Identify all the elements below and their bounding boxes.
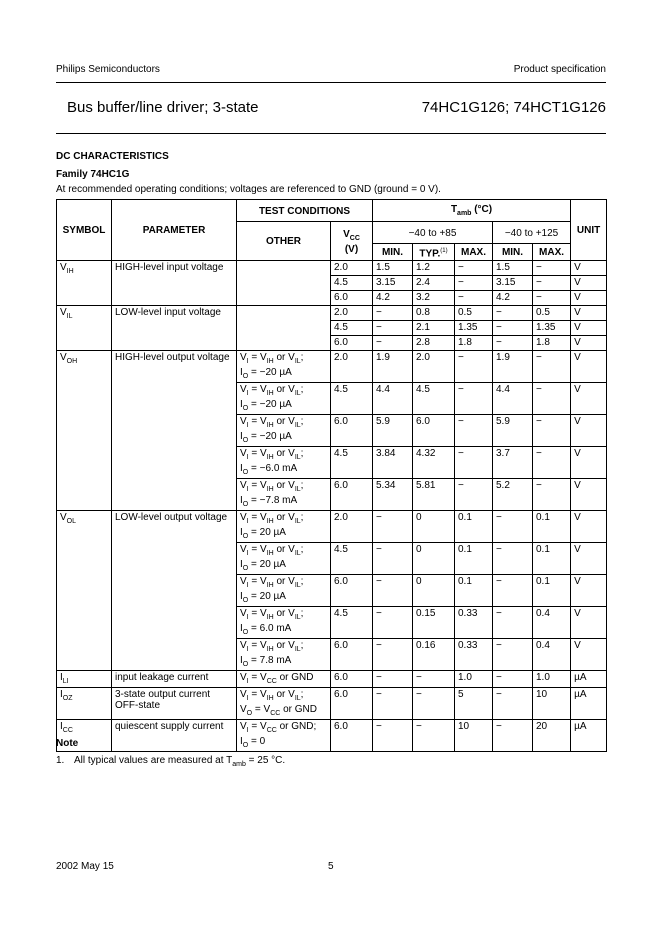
table-row bbox=[57, 351, 607, 383]
vcc-cell: 6.0 bbox=[331, 479, 373, 511]
max125-cell: 0.5 bbox=[533, 306, 571, 321]
family-heading: Family 74HC1G bbox=[56, 169, 130, 180]
company-name: Philips Semiconductors bbox=[56, 64, 160, 75]
max125-cell: − bbox=[533, 383, 571, 415]
other-cell: $V_I = V_{IH}$ or $V_{IL}$; $I_O = 7.8$ mA bbox=[237, 639, 331, 671]
max125-cell: 0.4 bbox=[533, 607, 571, 639]
unit-cell: V bbox=[571, 336, 607, 351]
max125-cell: − bbox=[533, 291, 571, 306]
vcc-unit: (V) bbox=[344, 243, 359, 255]
other-cell: $V_I = V_{IH}$ or $V_{IL}$; $V_O = V_{CC}$ or GND bbox=[237, 688, 331, 720]
min-cell: 5.34 bbox=[373, 479, 413, 511]
max-cell: − bbox=[455, 479, 493, 511]
unit-cell: V bbox=[571, 447, 607, 479]
max125-cell: − bbox=[533, 479, 571, 511]
vcc-cell: 4.5 bbox=[331, 447, 373, 479]
min-cell: 3.84 bbox=[373, 447, 413, 479]
max-cell: 10 bbox=[455, 720, 493, 752]
io-value: = −20 µA bbox=[251, 367, 292, 378]
min-cell: − bbox=[373, 543, 413, 575]
typ-cell: 2.1 bbox=[413, 321, 455, 336]
max-header-125: MAX. bbox=[533, 244, 571, 261]
vcc-cell: 6.0 bbox=[331, 671, 373, 688]
symbol-cell: $V_{OL}$ bbox=[57, 511, 112, 671]
document-type: Product specification bbox=[513, 64, 606, 75]
unit-cell: V bbox=[571, 351, 607, 383]
io-value: = 20 µA bbox=[251, 591, 286, 602]
typ-cell: 4.5 bbox=[413, 383, 455, 415]
typ-cell: 2.0 bbox=[413, 351, 455, 383]
min-cell: − bbox=[373, 511, 413, 543]
max-cell: − bbox=[455, 383, 493, 415]
max-cell: 1.35 bbox=[455, 321, 493, 336]
typ-cell: 0 bbox=[413, 511, 455, 543]
note-text bbox=[74, 755, 285, 768]
vcc-cell: 4.5 bbox=[331, 321, 373, 336]
parameter-cell: LOW-level output voltage bbox=[112, 511, 237, 671]
unit-header: UNIT bbox=[571, 200, 607, 261]
symbol-subscript: OZ bbox=[62, 695, 73, 702]
min125-cell: 3.15 bbox=[493, 276, 533, 291]
io-value: = 6.0 mA bbox=[251, 623, 292, 634]
note-ref: (1) bbox=[440, 247, 448, 254]
unit-cell: V bbox=[571, 479, 607, 511]
unit-cell: µA bbox=[571, 671, 607, 688]
max125-cell: − bbox=[533, 415, 571, 447]
table-row bbox=[57, 306, 607, 321]
max-cell: − bbox=[455, 415, 493, 447]
min-cell: − bbox=[373, 336, 413, 351]
min-cell: − bbox=[373, 639, 413, 671]
min-cell: 3.15 bbox=[373, 276, 413, 291]
io-value: = 7.8 mA bbox=[251, 655, 292, 666]
typ-label: TYP. bbox=[419, 248, 441, 260]
unit-cell: V bbox=[571, 511, 607, 543]
min-header-125: MIN. bbox=[493, 244, 533, 261]
typ-cell: 6.0 bbox=[413, 415, 455, 447]
min125-cell: − bbox=[493, 639, 533, 671]
table-row bbox=[57, 511, 607, 543]
other-cell bbox=[237, 261, 331, 306]
other-cell: $V_I = V_{CC}$ or GND bbox=[237, 671, 331, 688]
io-value: = −20 µA bbox=[251, 431, 292, 442]
vcc-cell: 6.0 bbox=[331, 336, 373, 351]
typ-cell: 3.2 bbox=[413, 291, 455, 306]
note-text-end: = 25 °C. bbox=[245, 755, 286, 766]
vcc-cell: 6.0 bbox=[331, 639, 373, 671]
max125-cell: − bbox=[533, 351, 571, 383]
vcc-cell: 2.0 bbox=[331, 261, 373, 276]
max-cell: 0.33 bbox=[455, 607, 493, 639]
symbol-subscript: IH bbox=[66, 268, 74, 275]
min125-cell: − bbox=[493, 671, 533, 688]
max-cell: 1.8 bbox=[455, 336, 493, 351]
typ-cell: 0.16 bbox=[413, 639, 455, 671]
typ-cell: 0 bbox=[413, 543, 455, 575]
min-cell: − bbox=[373, 306, 413, 321]
min125-cell: 5.9 bbox=[493, 415, 533, 447]
note-text-subscript: amb bbox=[232, 761, 246, 768]
typ-header bbox=[413, 244, 455, 261]
min-cell: − bbox=[373, 688, 413, 720]
min125-cell: − bbox=[493, 306, 533, 321]
min-cell: 1.5 bbox=[373, 261, 413, 276]
min125-cell: 4.4 bbox=[493, 383, 533, 415]
max125-cell: 1.8 bbox=[533, 336, 571, 351]
vcc-cell: 2.0 bbox=[331, 351, 373, 383]
symbol-header: SYMBOL bbox=[57, 200, 112, 261]
max-header: MAX. bbox=[455, 244, 493, 261]
test-conditions-header: TEST CONDITIONS bbox=[237, 200, 373, 222]
min-cell: − bbox=[373, 607, 413, 639]
unit-cell: µA bbox=[571, 720, 607, 752]
unit-cell: V bbox=[571, 383, 607, 415]
typ-cell: 0 bbox=[413, 575, 455, 607]
conditions-description: At recommended operating conditions; voltages are referenced to GND (ground = 0 V). bbox=[56, 184, 441, 195]
io-value: = −20 µA bbox=[251, 399, 292, 410]
max-cell: − bbox=[455, 447, 493, 479]
typ-cell: 2.4 bbox=[413, 276, 455, 291]
max125-cell: − bbox=[533, 261, 571, 276]
part-numbers: 74HC1G126; 74HCT1G126 bbox=[421, 99, 606, 116]
symbol-cell: $I_{LI}$ bbox=[57, 671, 112, 688]
vcc-cell: 6.0 bbox=[331, 688, 373, 720]
max125-cell: 20 bbox=[533, 720, 571, 752]
typ-cell: − bbox=[413, 688, 455, 720]
note-heading: Note bbox=[56, 738, 79, 749]
unit-cell: V bbox=[571, 306, 607, 321]
parameter-cell: quiescent supply current bbox=[112, 720, 237, 752]
symbol-subscript: OL bbox=[66, 518, 77, 525]
note-number: 1. bbox=[56, 755, 65, 766]
min-cell: 4.4 bbox=[373, 383, 413, 415]
vcc-cell: 4.5 bbox=[331, 543, 373, 575]
max125-cell: − bbox=[533, 276, 571, 291]
vcc-cell: 6.0 bbox=[331, 415, 373, 447]
other-cell: $V_I = V_{IH}$ or $V_{IL}$; $I_O = -7.8$ mA bbox=[237, 479, 331, 511]
max-cell: − bbox=[455, 291, 493, 306]
max125-cell: 10 bbox=[533, 688, 571, 720]
min-cell: − bbox=[373, 321, 413, 336]
typ-cell: 0.15 bbox=[413, 607, 455, 639]
vcc-cell: 6.0 bbox=[331, 575, 373, 607]
unit-cell: V bbox=[571, 415, 607, 447]
vcc-cell: 6.0 bbox=[331, 720, 373, 752]
symbol-cell: $I_{CC}$ bbox=[57, 720, 112, 752]
typ-cell: 0.8 bbox=[413, 306, 455, 321]
symbol-cell: $V_{IH}$ bbox=[57, 261, 112, 306]
io-value: = 0 bbox=[251, 736, 266, 747]
table-row bbox=[57, 720, 607, 752]
min125-cell: − bbox=[493, 543, 533, 575]
other-cell: $V_I = V_{IH}$ or $V_{IL}$; $I_O = 20$ µA bbox=[237, 511, 331, 543]
min-cell: 5.9 bbox=[373, 415, 413, 447]
max-cell: 0.5 bbox=[455, 306, 493, 321]
max125-cell: 0.1 bbox=[533, 543, 571, 575]
unit-cell: µA bbox=[571, 688, 607, 720]
parameter-cell: 3-state output current OFF-state bbox=[112, 688, 237, 720]
max-cell: − bbox=[455, 261, 493, 276]
symbol-subscript: OH bbox=[66, 358, 78, 365]
io-value: = −6.0 mA bbox=[251, 463, 298, 474]
typ-cell: 4.32 bbox=[413, 447, 455, 479]
other-cell: $V_I = V_{IH}$ or $V_{IL}$; $I_O = -20$ µA bbox=[237, 351, 331, 383]
title-rule bbox=[56, 133, 606, 134]
min-header: MIN. bbox=[373, 244, 413, 261]
vcc-cell: 6.0 bbox=[331, 291, 373, 306]
symbol-subscript: IL bbox=[66, 313, 73, 320]
min125-cell: 1.5 bbox=[493, 261, 533, 276]
min125-cell: − bbox=[493, 720, 533, 752]
vcc-cell: 4.5 bbox=[331, 383, 373, 415]
vcc-cell: 4.5 bbox=[331, 607, 373, 639]
min125-cell: − bbox=[493, 336, 533, 351]
symbol-cell: $V_{IL}$ bbox=[57, 306, 112, 351]
max-cell: 5 bbox=[455, 688, 493, 720]
min125-cell: − bbox=[493, 688, 533, 720]
min-cell: 4.2 bbox=[373, 291, 413, 306]
typ-cell: 1.2 bbox=[413, 261, 455, 276]
other-cell: $V_I = V_{IH}$ or $V_{IL}$; $I_O = 20$ µA bbox=[237, 575, 331, 607]
io-value: = 20 µA bbox=[251, 527, 286, 538]
max125-cell: 0.1 bbox=[533, 575, 571, 607]
max125-cell: 0.1 bbox=[533, 511, 571, 543]
min125-cell: − bbox=[493, 607, 533, 639]
min125-cell: − bbox=[493, 511, 533, 543]
header-rule bbox=[56, 82, 606, 83]
other-cell bbox=[237, 306, 331, 351]
max125-cell: − bbox=[533, 447, 571, 479]
symbol-subscript: LI bbox=[62, 678, 69, 685]
max-cell: − bbox=[455, 351, 493, 383]
min125-cell: − bbox=[493, 575, 533, 607]
min-cell: − bbox=[373, 671, 413, 688]
min-cell: 1.9 bbox=[373, 351, 413, 383]
max-cell: − bbox=[455, 276, 493, 291]
unit-cell: V bbox=[571, 321, 607, 336]
table-row bbox=[57, 671, 607, 688]
min125-cell: 5.2 bbox=[493, 479, 533, 511]
footer-date: 2002 May 15 bbox=[56, 861, 114, 872]
range-85-header: −40 to +85 bbox=[373, 222, 493, 244]
range-125-header: −40 to +125 bbox=[493, 222, 571, 244]
parameter-header: PARAMETER bbox=[112, 200, 237, 261]
typ-cell: − bbox=[413, 720, 455, 752]
unit-cell: V bbox=[571, 607, 607, 639]
io-value: = 20 µA bbox=[251, 559, 286, 570]
unit-cell: V bbox=[571, 291, 607, 306]
vcc-header: $V_{CC}$ (V) bbox=[331, 222, 373, 261]
other-cell: $V_I = V_{IH}$ or $V_{IL}$; $I_O = 6.0$ mA bbox=[237, 607, 331, 639]
unit-cell: V bbox=[571, 575, 607, 607]
other-cell: $V_I = V_{CC}$ or GND; $I_O = 0$ bbox=[237, 720, 331, 752]
typ-cell: 5.81 bbox=[413, 479, 455, 511]
parameter-cell: input leakage current bbox=[112, 671, 237, 688]
document-title: Bus buffer/line driver; 3-state bbox=[67, 99, 259, 116]
parameter-cell: HIGH-level input voltage bbox=[112, 261, 237, 306]
other-cell: $V_I = V_{IH}$ or $V_{IL}$; $I_O = -20$ µA bbox=[237, 383, 331, 415]
max-cell: 0.1 bbox=[455, 575, 493, 607]
table-row bbox=[57, 688, 607, 720]
other-cell: $V_I = V_{IH}$ or $V_{IL}$; $I_O = -6.0$ mA bbox=[237, 447, 331, 479]
min125-cell: 1.9 bbox=[493, 351, 533, 383]
parameter-cell: LOW-level input voltage bbox=[112, 306, 237, 351]
temperature-header: $T_{amb}$ (°C) bbox=[373, 200, 571, 222]
typ-cell: − bbox=[413, 671, 455, 688]
parameter-cell: HIGH-level output voltage bbox=[112, 351, 237, 511]
symbol-cell: $V_{OH}$ bbox=[57, 351, 112, 511]
header-row bbox=[57, 200, 607, 222]
symbol-cell: $I_{OZ}$ bbox=[57, 688, 112, 720]
min-cell: − bbox=[373, 575, 413, 607]
vcc-cell: 2.0 bbox=[331, 511, 373, 543]
page-number: 5 bbox=[328, 861, 334, 872]
max-cell: 0.1 bbox=[455, 543, 493, 575]
unit-cell: V bbox=[571, 276, 607, 291]
typ-cell: 2.8 bbox=[413, 336, 455, 351]
note-text-start: All typical values are measured at T bbox=[74, 755, 233, 766]
max-cell: 0.33 bbox=[455, 639, 493, 671]
other-header: OTHER bbox=[237, 222, 331, 261]
vcc-cell: 2.0 bbox=[331, 306, 373, 321]
unit-cell: V bbox=[571, 543, 607, 575]
max125-cell: 0.4 bbox=[533, 639, 571, 671]
dc-characteristics-table bbox=[56, 199, 607, 752]
max-cell: 1.0 bbox=[455, 671, 493, 688]
unit-cell: V bbox=[571, 639, 607, 671]
io-value: = −7.8 mA bbox=[251, 495, 298, 506]
max-cell: 0.1 bbox=[455, 511, 493, 543]
other-cell: $V_I = V_{IH}$ or $V_{IL}$; $I_O = -20$ µA bbox=[237, 415, 331, 447]
vcc-cell: 4.5 bbox=[331, 276, 373, 291]
min125-cell: 3.7 bbox=[493, 447, 533, 479]
min125-cell: 4.2 bbox=[493, 291, 533, 306]
min125-cell: − bbox=[493, 321, 533, 336]
symbol-subscript: CC bbox=[62, 727, 73, 734]
unit-cell: V bbox=[571, 261, 607, 276]
other-cell: $V_I = V_{IH}$ or $V_{IL}$; $I_O = 20$ µA bbox=[237, 543, 331, 575]
max125-cell: 1.0 bbox=[533, 671, 571, 688]
max125-cell: 1.35 bbox=[533, 321, 571, 336]
min-cell: − bbox=[373, 720, 413, 752]
table-row bbox=[57, 261, 607, 276]
section-heading: DC CHARACTERISTICS bbox=[56, 151, 169, 162]
